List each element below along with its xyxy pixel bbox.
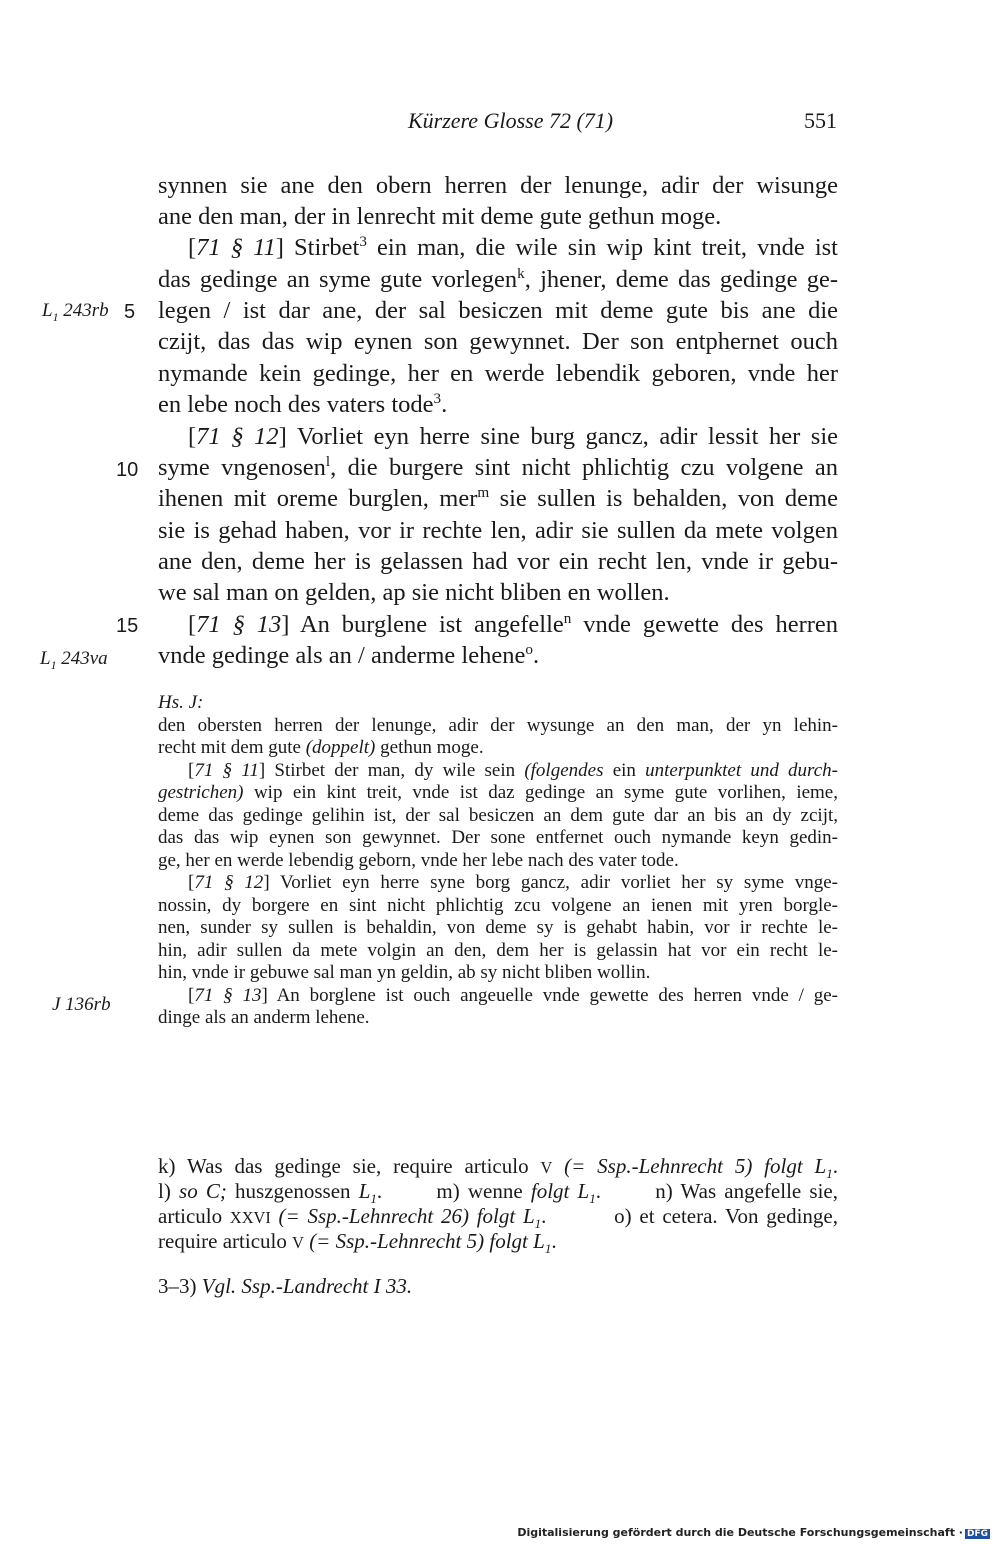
variant-line: [71 § 13] An borglene ist ouch angeuelle vnde gewette des herren vnde / ge- (188, 985, 839, 1006)
footnote-line: l) so C; huszgenossen $L_1$. m) wenne folgt $L_1$. n) Was angefelle sie, (158, 1179, 838, 1207)
footnote-mark: n (563, 609, 572, 627)
text-line: nymande kein gedinge, her en werde lebendik geboren, vnde her (158, 360, 838, 387)
line-number-5: 5 (124, 301, 136, 323)
footnote-line: k) Was das gedinge sie, require articulo V (= Ssp.-Lehnrecht 5) folgt $L_1$. (158, 1154, 838, 1182)
variant-line: das das wip eynen son gewynnet. Der sone entfernet ouch nymande keyn gedin- (158, 827, 838, 848)
variant-line: nossin, dy borgere en sint nicht phlichtig zcu volgene an ienen mit yren borgle- (158, 895, 838, 916)
section-ref: 71 § 12 (194, 872, 264, 893)
variant-line: [71 § 12] Vorliet eyn herre syne borg gancz, adir vorliet her sy syme vnge- (188, 872, 839, 893)
text-line: ihenen mit oreme burglen, mer$^m$ sie sullen is behalden, von deme (158, 483, 838, 512)
variant-line: recht mit dem gute (doppelt) gethun moge. (158, 737, 484, 758)
text-line: [71 § 11] Stirbet$^3$ ein man, die wile sin wip kint treit, vnde ist (188, 232, 838, 261)
text-line: we sal man on gelden, ap sie nicht bliben en wollen. (158, 579, 670, 606)
funding-attribution: Digitalisierung gefördert durch die Deutsche Forschungsgemeinschaft · DFG (517, 1526, 988, 1539)
variant-line: [71 § 11] Stirbet der man, dy wile sein (folgendes ein unterpunktet und durch- (188, 760, 838, 781)
footnote-mark: l (325, 452, 331, 470)
footnote-mark: k (517, 264, 525, 282)
footnote-mark: 3 (433, 389, 442, 407)
text-line: ane den, deme her is gelassen had vor ein recht len, vnde ir gebu- (158, 548, 838, 575)
variant-line: hin, vnde ir gebuwe sal man yn geldin, ab sy nicht bliben wollin. (158, 962, 651, 983)
footnote-mark: o (525, 640, 533, 658)
text-line: ane den man, der in lenrecht mit deme gute gethun moge. (158, 203, 722, 230)
text-line: legen / ist dar ane, der sal besiczen mit deme gute bis ane die (158, 297, 838, 324)
dfg-logo: DFG (966, 1529, 988, 1539)
text-line: en lebe noch des vaters tode$^3$. (158, 389, 448, 418)
text-line: [71 § 13] An burglene ist angefelle$^n$ vnde gewette des herren (188, 609, 839, 638)
variant-line: hin, adir sullen da mete volgin an den, dem her is gelassin hat vor ein recht le- (158, 940, 838, 961)
margin-ref-l1-243rb: $L_1$ 243rb (42, 300, 109, 324)
variant-line: ge, her en werde lebendig geborn, vnde her lebe nach des vater tode. (158, 850, 679, 871)
text-line: syme vngenosen$^l$, die burgere sint nicht phlichtig czu volgene an (158, 452, 838, 481)
running-title: Kürzere Glosse 72 (71) (408, 108, 614, 133)
section-ref: 71 § 13 (194, 985, 262, 1006)
text-line: sie is gehad haben, vor ir rechte len, adir sie sullen da mete volgen (158, 517, 838, 544)
line-number-10: 10 (116, 459, 139, 481)
variant-line: gestrichen) wip ein kint treit, vnde ist daz gedinge an syme gute vorlihen, ieme, (158, 782, 838, 803)
line-number-15: 15 (116, 615, 139, 637)
section-ref: 71 § 13 (196, 611, 282, 638)
variant-line: dinge als an anderm lehene. (158, 1007, 370, 1028)
text-line: vnde gedinge als an / anderme lehene$^o$. (158, 640, 540, 669)
variant-label: Hs. J: (158, 692, 204, 713)
variant-line: deme das gedinge gelihin ist, der sal besiczen an dem gute dar an bis an dy zcijt, (158, 805, 838, 826)
margin-ref-l1-243va: $L_1$ 243va (40, 648, 108, 672)
margin-ref-j-136rb: J 136rb (52, 994, 111, 1015)
section-ref: 71 § 11 (196, 234, 276, 261)
page-number: 551 (804, 108, 837, 133)
text-line: synnen sie ane den obern herren der lenunge, adir der wisunge (158, 172, 838, 199)
footnote-line: require articulo V (= Ssp.-Lehnrecht 5) folgt $L_1$. (158, 1229, 557, 1257)
text-line: czijt, das das wip eynen son gewynnet. Der son entphernet ouch (158, 328, 838, 355)
variant-line: den obersten herren der lenunge, adir der wysunge an den man, der yn lehin- (158, 715, 838, 736)
text-line: [71 § 12] Vorliet eyn herre sine burg gancz, adir lessit her sie (188, 423, 839, 450)
section-ref: 71 § 11 (194, 760, 259, 781)
text-line: das gedinge an syme gute vorlegen$^k$, jhener, deme das gedinge ge- (158, 264, 838, 293)
footnote-line: articulo XXVI (= Ssp.-Lehnrecht 26) folgt $L_1$. o) et cetera. Von gedinge, (158, 1204, 838, 1232)
footnote-line: 3–3) Vgl. Ssp.-Landrecht I 33. (158, 1274, 413, 1298)
footnote-mark: 3 (359, 232, 367, 250)
section-ref: 71 § 12 (196, 423, 279, 450)
footnote-mark: m (477, 483, 490, 501)
variant-line: nen, sunder sy sullen is behaldin, von deme sy is gehabt habin, vor ir rechte le- (158, 917, 838, 938)
